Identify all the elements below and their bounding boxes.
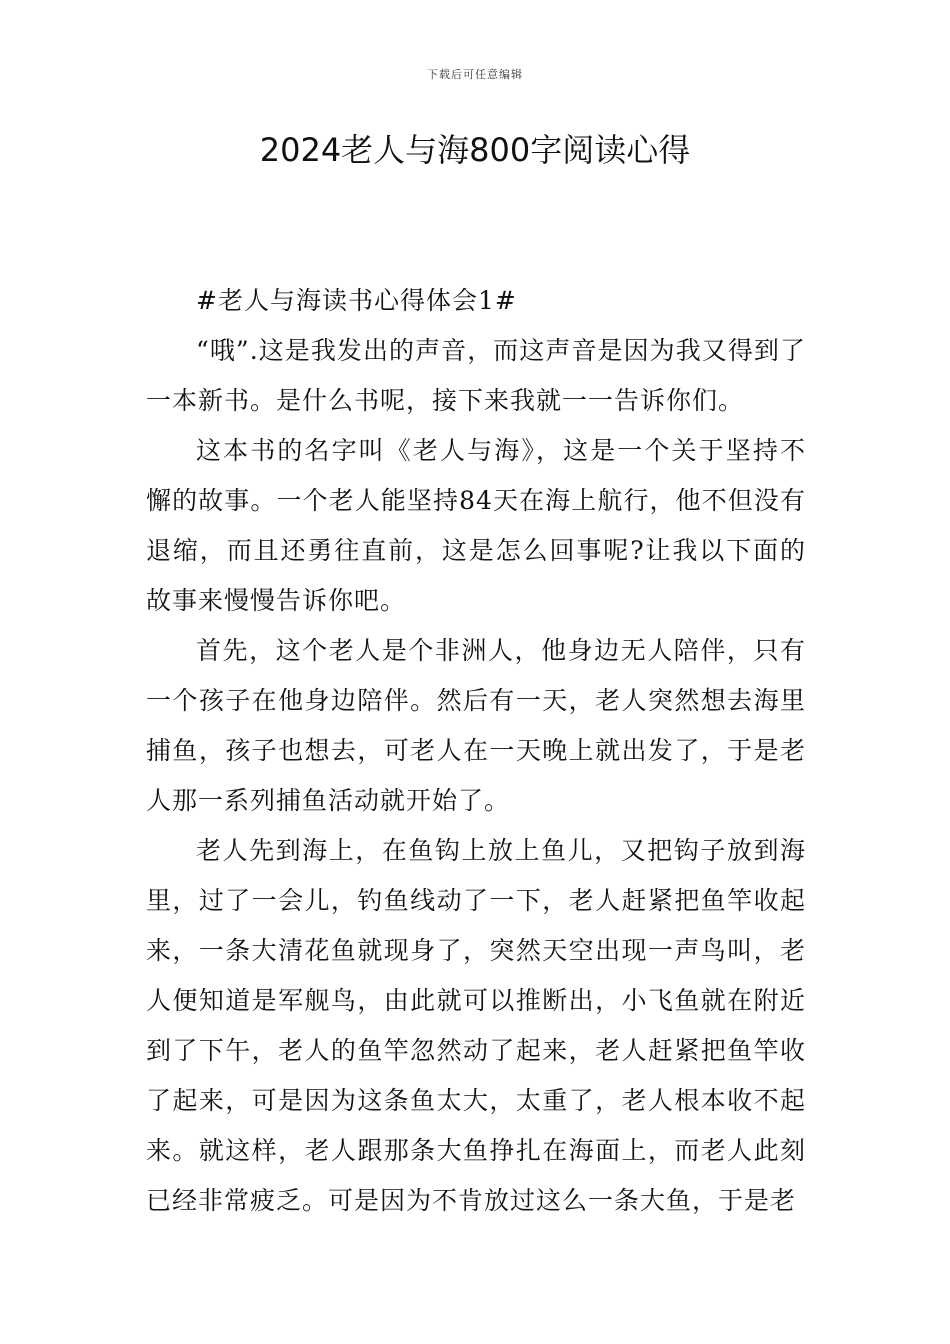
paragraph: 这本书的名字叫《老人与海》，这是一个关于坚持不懈的故事。一个老人能坚持84天在海上航行，他不但没有退缩，而且还勇往直前，这是怎么回事呢?让我以下面的故事来慢慢告诉你吧。 [146, 436, 806, 615]
document-body [146, 276, 806, 1226]
paragraph: “哦”.这是我发出的声音，而这声音是因为我又得到了一本新书。是什么书呢，接下来我就一一告诉你们。 [146, 336, 806, 415]
page-header-note: 下载后可任意编辑 [427, 68, 523, 81]
paragraph: 老人先到海上，在鱼钩上放上鱼儿，又把钩子放到海里，过了一会儿，钓鱼线动了一下，老人赶紧把鱼竿收起来，一条大清花鱼就现身了，突然天空出现一声鸟叫，老人便知道是军舰鸟，由此就可以推断出，小飞鱼就在附近到了下午，老人的鱼竿忽然动了起来，老人赶紧把鱼竿收了起来，可是因为这条鱼太大，太重了，老人根本收不起来。就这样，老人跟那条大鱼挣扎在海面上，而老人此刻已经非常疲乏。可是因为不肯放过这么一条大鱼，于是老 [146, 836, 806, 1215]
document-title: 2024老人与海800字阅读心得 [259, 131, 691, 169]
paragraph: 首先，这个老人是个非洲人，他身边无人陪伴，只有一个孩子在他身边陪伴。然后有一天，老人突然想去海里捕鱼，孩子也想去，可老人在一天晚上就出发了，于是老人那一系列捕鱼活动就开始了。 [146, 636, 806, 815]
section-heading: #老人与海读书心得体会1# [196, 286, 517, 315]
